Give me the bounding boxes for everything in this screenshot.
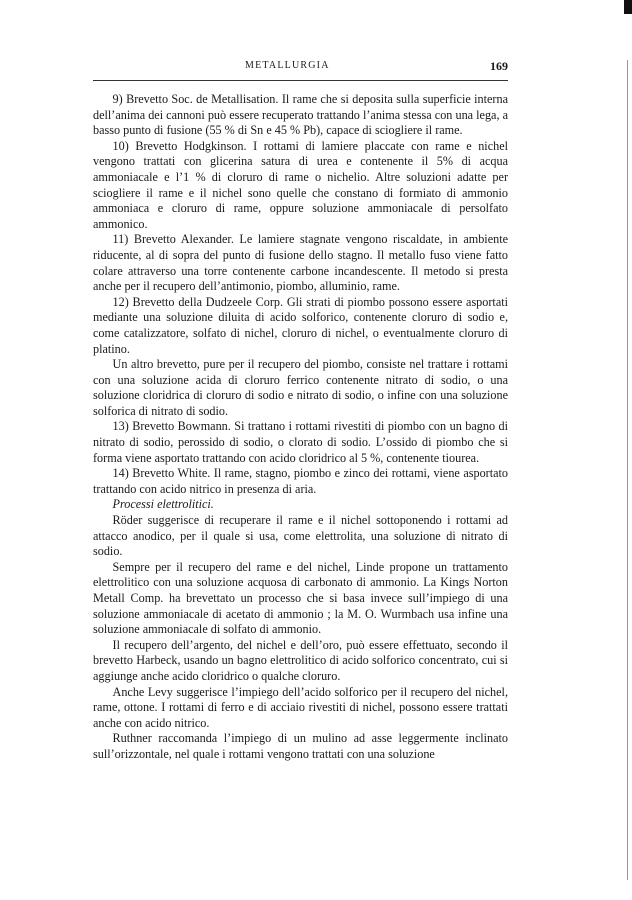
header-rule [93,80,508,81]
paragraph-linde: Sempre per il recupero del rame e del nichel, Linde propone un trattamento elettrolitico con una soluzione acquosa di carbonato di ammonio. La Kings Norton Metall Comp. ha brevettato un processo che si basa invece sull’impiego di una soluzione ammoniacale di acetato di ammonio ; la M. O. Wurmbach usa infine una soluzione ammoniacale di solfato di ammonio. [93,559,508,637]
paragraph-roder: Röder suggerisce di recuperare il rame e il nichel sottoponendo i rottami ad attacco anodico, per il quale si usa, come elettrolita, una soluzione di nitrato di sodio. [93,513,508,559]
running-title: METALLURGIA [245,60,330,71]
page-edge-mark [624,0,632,14]
paragraph-other-patent: Un altro brevetto, pure per il recupero del piombo, consiste nel trattare i rottami con una soluzione acida di cloruro ferrico contenente nitrato di sodio, o una soluzione cloridrica di cloruro di sodio e nitrato di sodio, o infine con una soluzione solforica di nitrato di sodio. [93,357,508,418]
paragraph-patent-9: 9) Brevetto Soc. de Metallisation. Il rame che si deposita sulla superficie interna dell’anima dei cannoni può essere recuperato trattando l’anima stessa con una lega, a basso punto di fusione (55 % di Sn e 45 % Pb), capace di sciogliere il rame. [93,92,508,138]
page-header [93,59,508,79]
paragraph-patent-10: 10) Brevetto Hodgkinson. I rottami di lamiere placcate con rame e nichel vengono trattati con glicerina satura di urea e contenente il 5% di acqua ammoniacale e l’1 % di cloruro di rame o nichelio. Altre soluzioni adatte per sciogliere il rame e il nichel sono quelle che constano di formiato di ammonio ammoniaca e cloruro di rame, oppure soluzione ammoniacale di persolfato ammonico. [93,138,508,231]
paragraph-harbeck: Il recupero dell’argento, del nichel e dell’oro, può essere effettuato, secondo il brevetto Harbeck, usando un bagno elettrolitico di acido solforico concentrato, cui si aggiunge anche acido cloridrico o qualche cloruro. [93,637,508,683]
page-edge-line [627,60,628,880]
paragraph-ruthner: Ruthner raccomanda l’impiego di un mulino ad asse leggermente inclinato sull’orizzontale, nel quale i rottami vengono trattati con una soluzione [93,731,508,761]
paragraph-patent-11: 11) Brevetto Alexander. Le lamiere stagnate vengono riscaldate, in ambiente riducente, al di sopra del punto di fusione dello stagno. Il metallo fuso viene fatto colare attraverso una torre contenente carbone incandescente. Il metodo si presta anche per il recupero dell’antimonio, piombo, alluminio, rame. [93,232,508,294]
paragraph-patent-14: 14) Brevetto White. Il rame, stagno, piombo e zinco dei rottami, viene asportato trattando con acido nitrico in presenza di aria. [93,466,508,496]
paragraph-patent-13: 13) Brevetto Bowmann. Si trattano i rottami rivestiti di piombo con un bagno di nitrato di sodio, perossido di sodio, o clorato di sodio. L’ossido di piombo che si forma viene asportato trattando con acido cloridrico al 5 %, contenente tiourea. [93,419,508,465]
page-number: 169 [490,59,508,73]
body-text [93,92,508,763]
section-heading: Processi elettrolitici. [112,497,214,512]
paragraph-levy: Anche Levy suggerisce l’impiego dell’acido solforico per il recupero del nichel, rame, ottone. I rottami di ferro e di acciaio rivestiti di nichel, possono essere trattati anche con acido nitrico. [93,684,508,730]
paragraph-patent-12: 12) Brevetto della Dudzeele Corp. Gli strati di piombo possono essere asportati mediante una soluzione diluita di acido solforico, contenente cloruro di sodio e, come catalizzatore, solfato di nichel, cloruro di nichel, o eventualmente cloruro di platino. [93,294,508,356]
